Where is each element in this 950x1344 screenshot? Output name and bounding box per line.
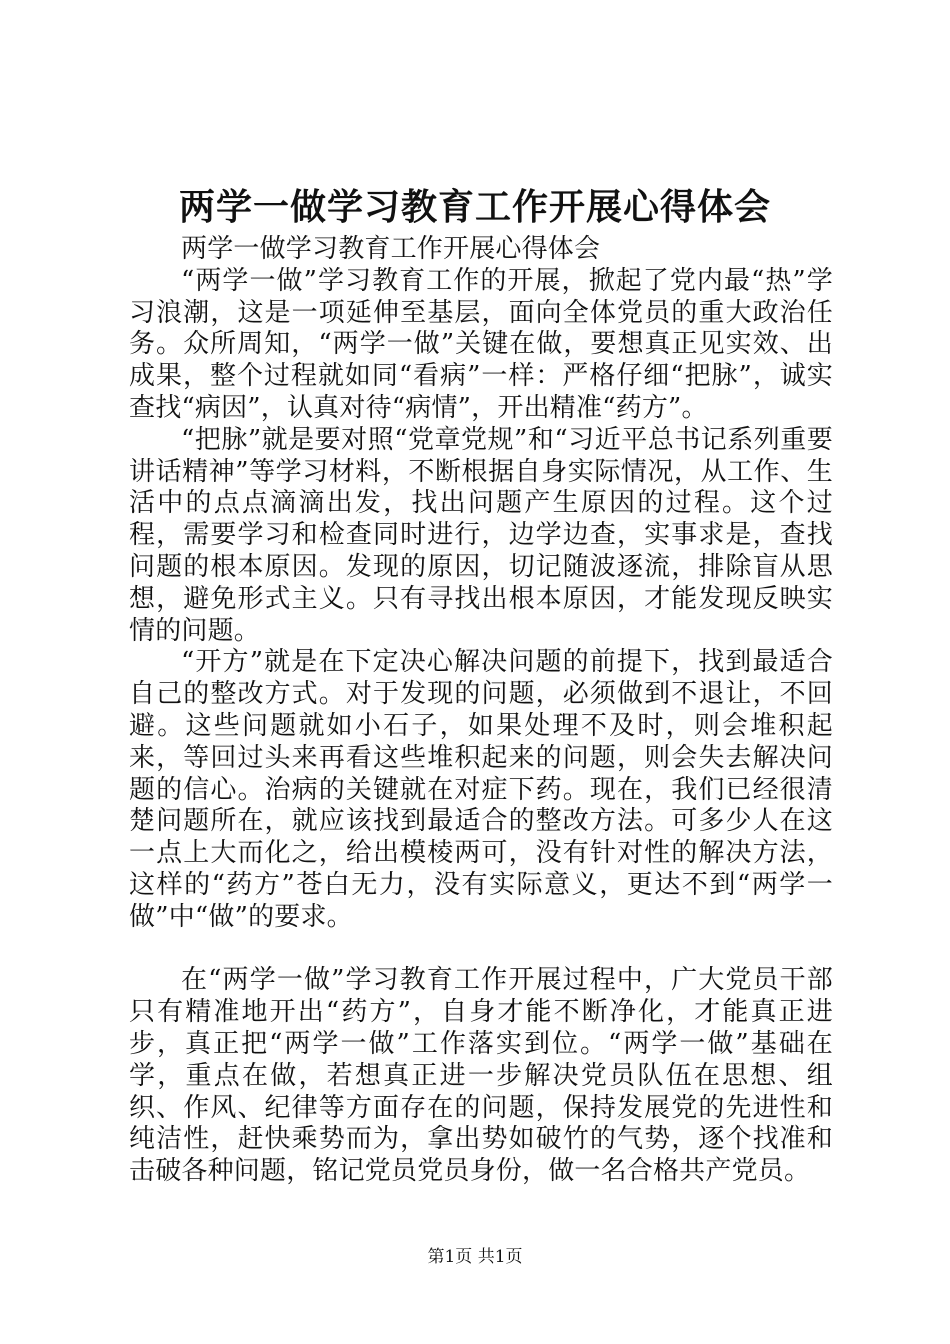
document-body [129,234,833,1188]
paragraph-conclusion: 在“两学一做”学习教育工作开展过程中，广大党员干部只有精准地开出“药方”，自身才能不断净化，才能真正进步，真正把“两学一做”工作落实到位。“两学一做”基础在学，重点在做，若想真正进一步解决党员队伍在思想、组织、作风、纪律等方面存在的问题，保持发展党的先进性和纯洁性，赶快乘势而为，拿出势如破竹的气势，逐个找准和击破各种问题，铭记党员党员身份，做一名合格共产党员。 [129,965,833,1187]
document-title: 两学一做学习教育工作开展心得体会 [178,186,771,228]
paragraph-kaifang: “开方”就是在下定决心解决问题的前提下，找到最适合自己的整改方式。对于发现的问题，必须做到不退让，不回避。这些问题就如小石子，如果处理不及时，则会堆积起来，等回过头来再看这些堆积起来的问题，则会失去解决问题的信心。治病的关键就在对症下药。现在，我们已经很清楚问题所在，就应该找到最适合的整改方法。可多少人在这一点上大而化之，给出模棱两可，没有针对性的解决方法，这样的“药方”苍白无力，没有实际意义，更达不到“两学一做”中“做”的要求。 [129,647,833,932]
paragraph-intro: “两学一做”学习教育工作的开展，掀起了党内最“热”学习浪潮，这是一项延伸至基层，面向全体党员的重大政治任务。众所周知，“两学一做”关键在做，要想真正见实效、出成果，整个过程就如同“看病”一样：严格仔细“把脉”，诚实查找“病因”，认真对待“病情”，开出精准“药方”。 [129,265,833,423]
paragraph-bamai: “把脉”就是要对照“党章党规”和“习近平总书记系列重要讲话精神”等学习材料，不断根据自身实际情况，从工作、生活中的点点滴滴出发，找出问题产生原因的过程。这个过程，需要学习和检查同时进行，边学边查，实事求是，查找问题的根本原因。发现的原因，切记随波逐流，排除盲从思想，避免形式主义。只有寻找出根本原因，才能发现反映实情的问题。 [129,424,833,646]
page-footer: 第1页 共1页 [427,1247,523,1267]
paragraph-subtitle: 两学一做学习教育工作开展心得体会 [181,234,601,264]
